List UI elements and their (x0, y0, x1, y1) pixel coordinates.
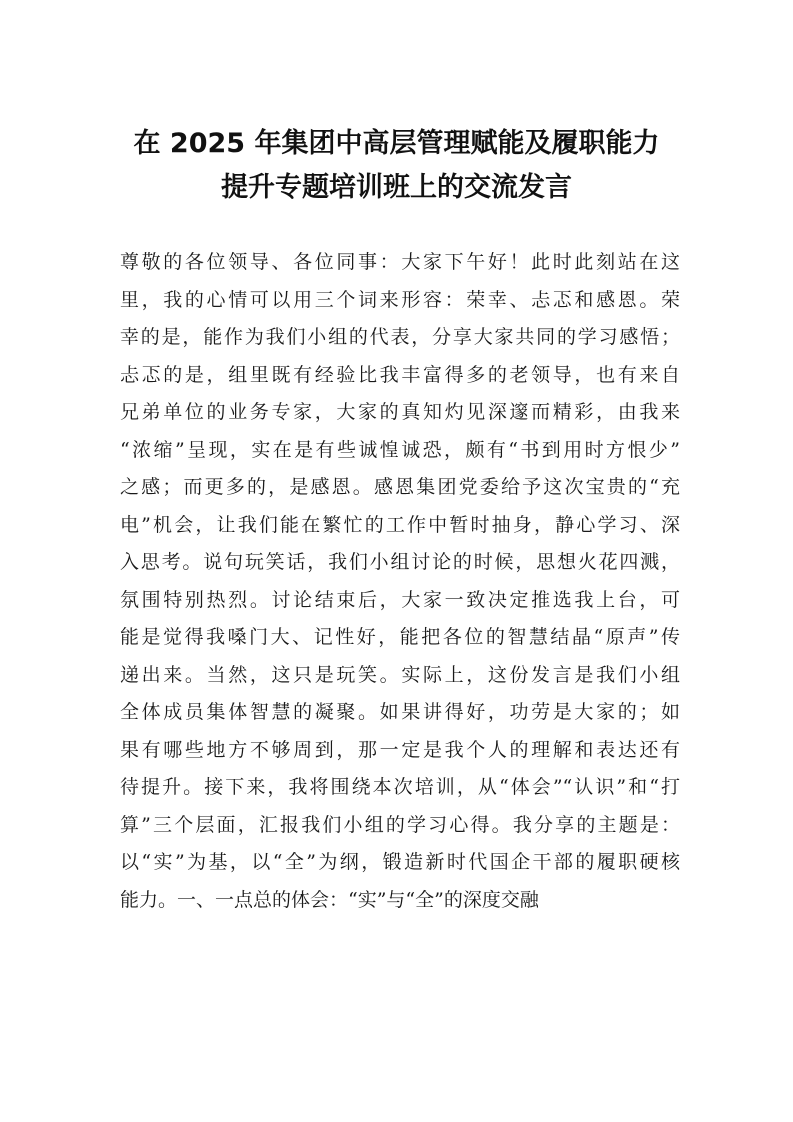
body-line: 能力。一、一点总的体会：“实”与“全”的深度交融 (120, 888, 539, 911)
body-line: 之感；而更多的，是感恩。感恩集团党委给予这次宝贵的“充 (120, 476, 680, 498)
body-line: 尊敬的各位领导、各位同事：大家下午好！此时此刻站在这 (120, 251, 680, 273)
body-line: 氛围特别热烈。讨论结束后，大家一致决定推选我上台，可 (120, 588, 680, 611)
body-line: “浓缩”呈现，实在是有些诚惶诚恐，颇有“书到用时方恨少” (120, 438, 680, 461)
body-line: 能是觉得我嗓门大、记性好，能把各位的智慧结晶“原声”传 (120, 626, 680, 648)
body-line: 兄弟单位的业务专家，大家的真知灼见深邃而精彩，由我来 (120, 401, 680, 423)
body-line: 以“实”为基，以“全”为纲，锻造新时代国企干部的履职硬核 (120, 851, 680, 873)
body-line: 递出来。当然，这只是玩笑。实际上，这份发言是我们小组 (120, 663, 680, 686)
body-line: 入思考。说句玩笑话，我们小组讨论的时候，思想火花四溅， (120, 551, 680, 573)
document-body (120, 244, 680, 919)
body-line: 里，我的心情可以用三个词来形容：荣幸、忐忑和感恩。荣 (120, 288, 680, 311)
body-line: 电”机会，让我们能在繁忙的工作中暂时抽身，静心学习、深 (120, 513, 680, 536)
title-line: 提升专题培训班上的交流发言 (221, 172, 572, 203)
body-line: 算”三个层面，汇报我们小组的学习心得。我分享的主题是： (120, 813, 680, 836)
document-title (100, 122, 693, 210)
body-line: 待提升。接下来，我将围绕本次培训，从“体会”“认识”和“打 (120, 776, 680, 798)
body-line: 果有哪些地方不够周到，那一定是我个人的理解和表达还有 (120, 738, 680, 761)
body-line: 忐忑的是，组里既有经验比我丰富得多的老领导，也有来自 (120, 363, 680, 386)
body-line: 幸的是，能作为我们小组的代表，分享大家共同的学习感悟； (120, 326, 680, 348)
title-line: 在 2025 年集团中高层管理赋能及履职能力 (133, 128, 660, 159)
body-line: 全体成员集体智慧的凝聚。如果讲得好，功劳是大家的；如 (120, 701, 680, 723)
